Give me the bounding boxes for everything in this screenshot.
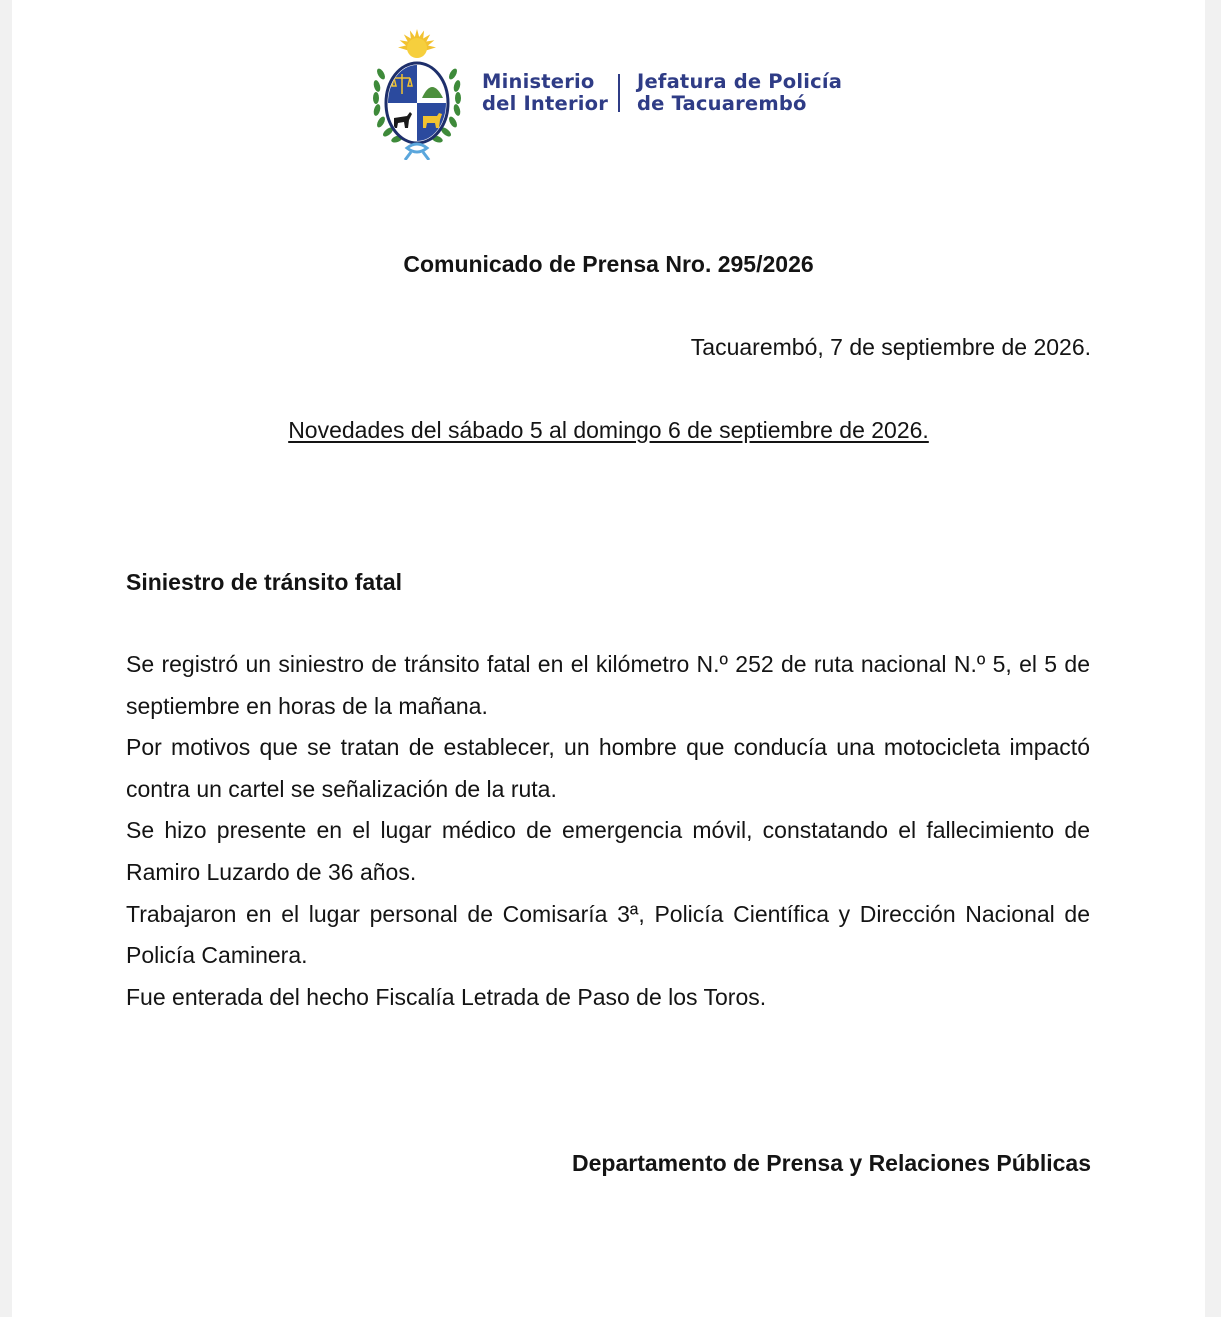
department-name-line1: Jefatura de Policía <box>637 70 843 93</box>
letterhead-divider <box>618 74 620 112</box>
document-subtitle-text: Novedades del sábado 5 al domingo 6 de septiembre de 2026. <box>288 417 929 443</box>
document-subtitle <box>12 416 1205 444</box>
body-paragraph: Se hizo presente en el lugar médico de emergencia móvil, constatando el fallecimiento de Ramiro Luzardo de 36 años. <box>126 817 1090 885</box>
ministry-name-line2: del Interior <box>482 92 609 115</box>
ministry-name-line1: Ministerio <box>482 70 595 93</box>
uruguay-coat-of-arms-icon <box>367 28 467 160</box>
section-heading: Siniestro de tránsito fatal <box>126 569 403 595</box>
body-paragraph: Trabajaron en el lugar personal de Comisaría 3ª, Policía Científica y Dirección Nacional de Policía Caminera. <box>126 900 1090 969</box>
letterhead <box>367 28 867 160</box>
ministry-name <box>482 71 608 115</box>
body-paragraph: Fue enterada del hecho Fiscalía Letrada de Paso de los Toros. <box>126 983 767 1010</box>
document-date: Tacuarembó, 7 de septiembre de 2026. <box>690 334 1091 360</box>
document-page <box>12 0 1205 1317</box>
document-body <box>126 644 1090 1018</box>
signature: Departamento de Prensa y Relaciones Públicas <box>572 1150 1091 1176</box>
document-title: Comunicado de Prensa Nro. 295/2026 <box>403 251 814 277</box>
body-paragraph: Por motivos que se tratan de establecer, un hombre que conducía una motocicleta impactó contra un cartel se señalización de la ruta. <box>126 734 1090 802</box>
department-name <box>637 71 842 115</box>
department-name-line2: de Tacuarembó <box>637 92 807 115</box>
body-paragraph: Se registró un siniestro de tránsito fatal en el kilómetro N.º 252 de ruta nacional N.º 5, el 5 de septiembre en horas de la mañana. <box>126 651 1090 719</box>
